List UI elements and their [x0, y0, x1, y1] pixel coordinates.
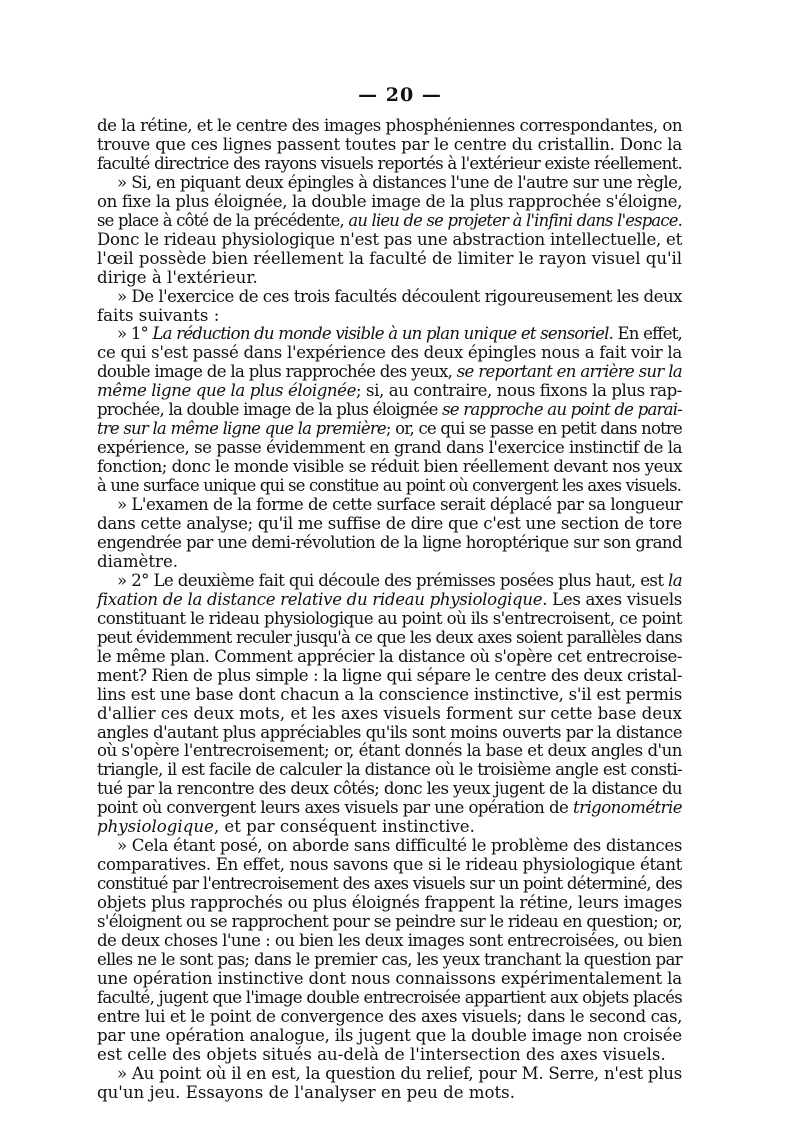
text-line: on fixe la plus éloignée, la double image de la plus rapprochée s'éloigne, — [97, 191, 682, 211]
text-line: constitué par l'entrecroisement des axes visuels sur un point déterminé, des — [97, 874, 682, 894]
text-line: le même plan. Comment apprécier la distance où s'opère cet entrecroise- — [97, 646, 682, 666]
text-line: une opération instinctive dont nous connaissons expérimentalement la — [97, 968, 682, 988]
text-line: » L'examen de la forme de cette surface serait déplacé par sa longueur — [117, 495, 682, 515]
text-line: elles ne le sont pas; dans le premier cas, les yeux tranchant la question par — [97, 949, 682, 969]
text-line — [97, 325, 682, 344]
text-segment: prochée, la double image de la plus éloignée — [97, 400, 443, 420]
text-line: à une surface unique qui se constitue au point où convergent les axes visuels. — [97, 476, 682, 496]
text-line: angles d'autant plus appréciables qu'ils sont moins ouverts par la distance — [97, 722, 682, 742]
text-line: est celle des objets situés au-delà de l'intersection des axes visuels. — [97, 1044, 666, 1064]
text-line: triangle, il est facile de calculer la distance où le troisième angle est consti- — [97, 760, 682, 780]
text-line: ce qui s'est passé dans l'expérience des deux épingles nous a fait voir la — [97, 343, 682, 363]
text-segment: se place à côté de la précédente, — [97, 210, 349, 230]
text-segment: . Les axes visuels — [542, 589, 682, 609]
italic-text: fixation de la distance relative du rideau physiologique — [97, 589, 543, 609]
body-text — [97, 117, 682, 1103]
text-segment: . — [677, 210, 683, 230]
text-segment: double image de la plus rapprochée des yeux, — [97, 362, 457, 382]
italic-text: se reportant en arrière sur la — [456, 362, 682, 382]
text-line: peut évidemment reculer jusqu'à ce que les deux axes soient parallèles dans — [97, 627, 682, 647]
text-line: » Au point où il en est, la question du relief, pour M. Serre, n'est plus — [117, 1063, 682, 1083]
italic-text: au lieu de se projeter à l'infini dans l'espace — [348, 210, 678, 230]
text-line: » Si, en piquant deux épingles à distances l'une de l'autre sur une règle, — [117, 172, 682, 192]
text-line: engendrée par une demi-révolution de la ligne horoptérique sur son grand — [97, 532, 682, 552]
text-line: fonction; donc le monde visible se réduit bien réellement devant nos yeux — [97, 457, 682, 477]
text-line: d'allier ces deux mots, et les axes visuels forment sur cette base deux — [97, 703, 682, 723]
text-line: faits suivants : — [97, 305, 220, 325]
text-line: tué par la rencontre des deux côtés; donc les yeux jugent de la distance du — [97, 779, 682, 799]
text-line — [97, 591, 682, 610]
text-line — [97, 212, 682, 231]
text-line: de la rétine, et le centre des images phosphéniennes correspondantes, on — [97, 116, 682, 135]
text-line: où s'opère l'entrecroisement; or, étant donnés la base et deux angles d'un — [97, 741, 682, 761]
page-number: — 20 — — [358, 84, 442, 106]
text-line: objets plus rapprochés ou plus éloignés frappent la rétine, leurs images — [97, 893, 682, 913]
text-segment: , et par conséquent instinctive. — [213, 817, 475, 837]
text-segment: ; si, au contraire, nous fixons la plus rap- — [355, 381, 682, 401]
text-line — [97, 401, 682, 420]
text-line: de deux choses l'une : ou bien les deux images sont entrecroisées, ou bien — [97, 930, 682, 950]
text-segment: » 1° — [117, 324, 153, 344]
text-line: dirige à l'extérieur. — [97, 267, 258, 287]
text-segment: point où convergent leurs axes visuels par une opération de — [97, 798, 573, 818]
text-line — [97, 420, 682, 439]
text-line — [97, 799, 682, 818]
text-line: Donc le rideau physiologique n'est pas une abstraction intellectuelle, et — [97, 229, 682, 249]
text-line: faculté, jugent que l'image double entrecroisée appartient aux objets placés — [97, 987, 682, 1007]
italic-text: tre sur la même ligne que la première — [97, 419, 386, 439]
italic-text: se rapproche au point de parai- — [442, 400, 683, 420]
italic-text: trigonométrie — [573, 798, 682, 818]
text-segment: ; or, ce qui se passe en petit dans notre — [385, 419, 682, 439]
text-line: par une opération analogue, ils jugent que la double image non croisée — [97, 1025, 682, 1045]
italic-text: même ligne que la plus éloignée — [97, 381, 356, 401]
text-line: trouve que ces lignes passent toutes par le centre du cristallin. Donc la — [97, 134, 682, 154]
text-line: s'éloignent ou se rapprochent pour se peindre sur le rideau en question; or, — [97, 912, 682, 932]
text-line: » De l'exercice de ces trois facultés découlent rigoureusement les deux — [117, 286, 682, 306]
text-segment: . En effet, — [608, 324, 682, 344]
text-line: comparatives. En effet, nous savons que si le rideau physiologique étant — [97, 855, 682, 875]
text-line: qu'un jeu. Essayons de l'analyser en peu de mots. — [97, 1082, 515, 1102]
text-line: ment? Rien de plus simple : la ligne qui sépare le centre des deux cristal- — [97, 665, 682, 685]
text-line — [97, 572, 682, 591]
text-line — [97, 363, 682, 382]
text-line: » Cela étant posé, on aborde sans difficulté le problème des distances — [117, 836, 682, 856]
text-line: expérience, se passe évidemment en grand dans l'exercice instinctif de la — [97, 438, 682, 458]
text-segment: » 2° Le deuxième fait qui découle des prémisses posées plus haut, est — [117, 570, 669, 590]
italic-text: la — [668, 570, 682, 590]
italic-text: La réduction du monde visible à un plan unique et sensoriel — [152, 324, 609, 344]
text-line: diamètre. — [97, 551, 179, 571]
text-line: constituant le rideau physiologique au point où ils s'entrecroisent, ce point — [97, 608, 682, 628]
italic-text: physiologique — [97, 817, 214, 837]
text-line: lins est une base dont chacun a la conscience instinctive, s'il est permis — [97, 684, 682, 704]
text-line — [97, 818, 682, 837]
text-line: entre lui et le point de convergence des axes visuels; dans le second cas, — [97, 1006, 682, 1026]
text-line — [97, 382, 682, 401]
text-line: faculté directrice des rayons visuels reportés à l'extérieur existe réellement. — [97, 153, 682, 173]
text-line: l'œil possède bien réellement la faculté de limiter le rayon visuel qu'il — [97, 248, 682, 268]
text-line: dans cette analyse; qu'il me suffise de dire que c'est une section de tore — [97, 514, 682, 534]
